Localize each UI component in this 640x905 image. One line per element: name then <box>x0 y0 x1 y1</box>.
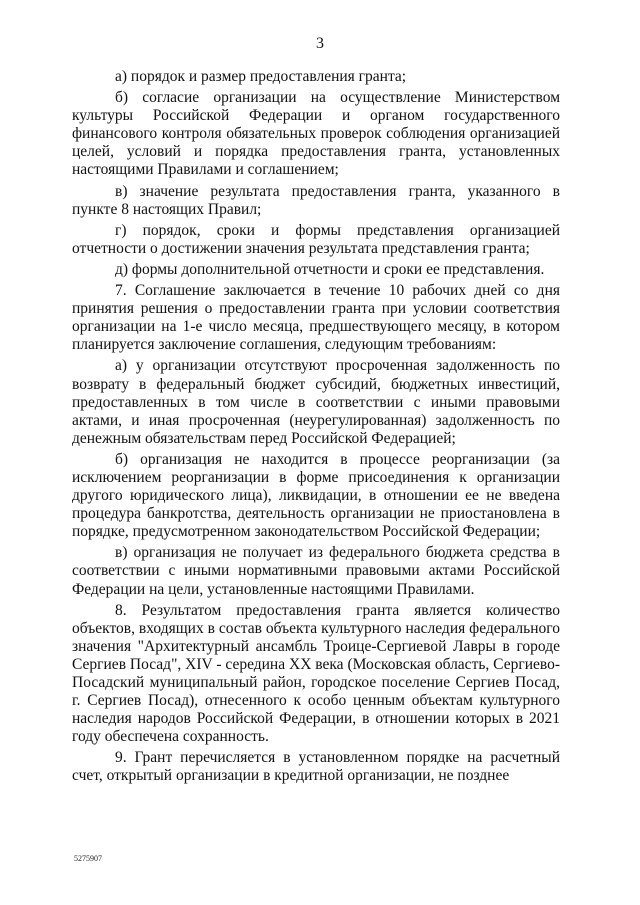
paragraph-item-d-1: д) формы дополнительной отчетности и сроки ее представления. <box>115 260 545 278</box>
paragraph-item-a-1: а) порядок и размер предоставления гранта; <box>115 68 407 85</box>
paragraph-item-b-1: б) согласие организации на осуществление Министерством культуры Российской Федерации и органом государственного финансового контроля обязательных проверок соблюдения организацией целей, условий и порядка предоставления гранта, установленных настоящими Правилами и соглашением; <box>72 89 560 179</box>
paragraph-item-a-2: а) у организации отсутствуют просроченная задолженность по возврату в федеральный бюджет субсидий, бюджетных инвестиций, предоставленных в том числе в соответствии с иными правовыми актами, и иная просроченная (неурегулированная) задолженность по денежным обязательствам перед Российской Федерацией; <box>72 357 560 447</box>
paragraph-clause-7: 7. Соглашение заключается в течение 10 рабочих дней со дня принятия решения о предоставлении гранта при условии соответствия организации на 1-е число месяца, предшествующего месяцу, в котором планируется заключение соглашения, следующим требованиям: <box>72 282 560 354</box>
paragraph-clause-9: 9. Грант перечисляется в установленном порядке на расчетный счет, открытый организации в кредитной организации, не позднее <box>72 749 560 785</box>
paragraph-item-v-1: в) значение результата предоставления гранта, указанного в пункте 8 настоящих Правил; <box>72 182 560 218</box>
paragraph-item-g-1: г) порядок, сроки и формы представления организацией отчетности о достижении значения результата представления гранта; <box>72 221 560 257</box>
document-body <box>72 68 560 789</box>
paragraph-clause-8: 8. Результатом предоставления гранта является количество объектов, входящих в состав объекта культурного наследия федерального значения "Архитектурный ансамбль Троице-Сергиевой Лавры в городе Сергиев Посад", XIV - середина XX века (Московская область, Сергиево-Посадский муниципальный район, городское поселение Сергиев Посад, г. Сергиев Посад), отнесенного к особо ценным объектам культурного наследия народов Российской Федерации, в отношении которых в 2021 году обеспечена сохранность. <box>72 601 560 746</box>
paragraph-item-b-2: б) организация не находится в процессе реорганизации (за исключением реорганизации в форме присоединения к организации другого юридического лица), ликвидации, в отношении ее не введена процедура банкротства, деятельность организации не приостановлена в порядке, предусмотренном законодательством Российской Федерации; <box>72 450 560 541</box>
paragraph-item-v-2: в) организация не получает из федерального бюджета средства в соответствии с иными нормативными правовыми актами Российской Федерации на цели, установленные настоящими Правилами. <box>72 544 560 598</box>
document-id: 5275907 <box>74 854 102 863</box>
page-number: 3 <box>316 35 324 52</box>
